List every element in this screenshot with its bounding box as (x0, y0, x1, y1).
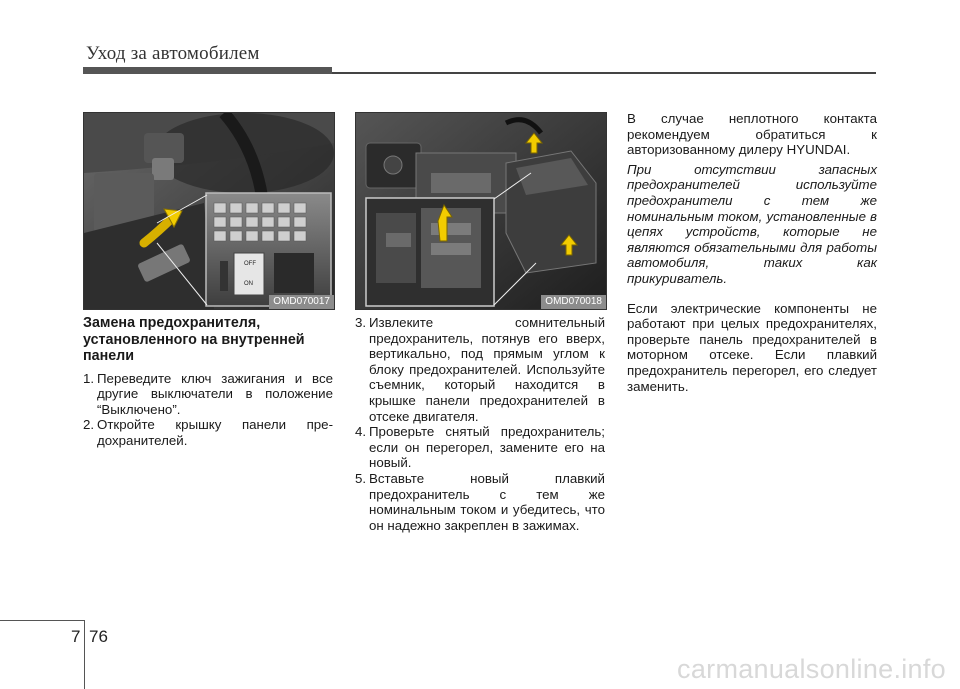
step-item (355, 471, 605, 533)
page-header-title: Уход за автомобилем (86, 43, 260, 64)
fuse-detail-inset (366, 198, 494, 306)
footer-rule-horizontal (0, 620, 84, 621)
header-rule-thick (83, 67, 332, 74)
step-text: Проверьте снятый предохранитель; если он перегорел, замените его на новый. (369, 424, 605, 471)
column-left (83, 315, 333, 448)
chapter-number: 7 (71, 627, 81, 646)
switch-on-label: ON (244, 281, 253, 287)
interior-fuse-panel-photo (83, 112, 335, 310)
step-text: Переведите ключ зажигания и все другие выключатели в положение “Выключено”. (97, 370, 333, 417)
footer-rule-vertical (84, 620, 85, 689)
page-number: 76 (89, 627, 108, 646)
engine-fuse-check-paragraph: Если электрические компоненты не работают при целых предохранителях, проверьте панель предохранителей в моторном отсеке. Если плавкий предохранитель перегорел, его следует заменить. (627, 300, 877, 394)
step-item (83, 417, 333, 448)
spare-fuse-note: При отсутствии запасных предохранителей используйте предохранители с тем же номинальным током, установленные в цепях устройств, которые не являются обязательными для работы автомобиля, таких как прикуриватель. (627, 161, 877, 286)
step-number: 5. (355, 470, 367, 486)
dealer-contact-paragraph: В случае неплотного контакта рекомендуем обратиться к авторизованному дилеру HYUNDAI. (627, 111, 877, 158)
switch-off-label: OFF (244, 261, 256, 267)
fuse-box-inset (206, 193, 331, 306)
column-middle (355, 315, 605, 533)
step-item (355, 315, 605, 424)
header-rule-thin (332, 72, 876, 74)
section-title: Замена предохранителя, установленного на внутренней панели (83, 315, 305, 364)
step-number: 1. (83, 370, 95, 386)
step-item (83, 371, 333, 418)
step-text: Вставьте новый плавкий предохранитель с тем же номинальным током и убедитесь, что он надежно закреплен в зажимах. (369, 470, 605, 533)
figure-code: OMD070017 (269, 295, 334, 309)
step-number: 3. (355, 315, 367, 330)
column-right (627, 111, 877, 394)
figure-code: OMD070018 (541, 295, 606, 309)
step-item (355, 424, 605, 471)
engine-fuse-box-photo (355, 112, 607, 310)
step-text: Извлеките сомнительный предохранитель, потянув его вверх, вертикально, под прямым углом к блоку предохранителей. Используйте съемник, который находится в крышке панели предохранителей в отсеке двигателя. (369, 315, 605, 424)
step-number: 2. (83, 417, 95, 433)
watermark: carmanualsonline.info (677, 654, 946, 684)
step-number: 4. (355, 424, 367, 440)
step-text: Откройте крышку панели пре-дохранителей. (97, 417, 333, 448)
